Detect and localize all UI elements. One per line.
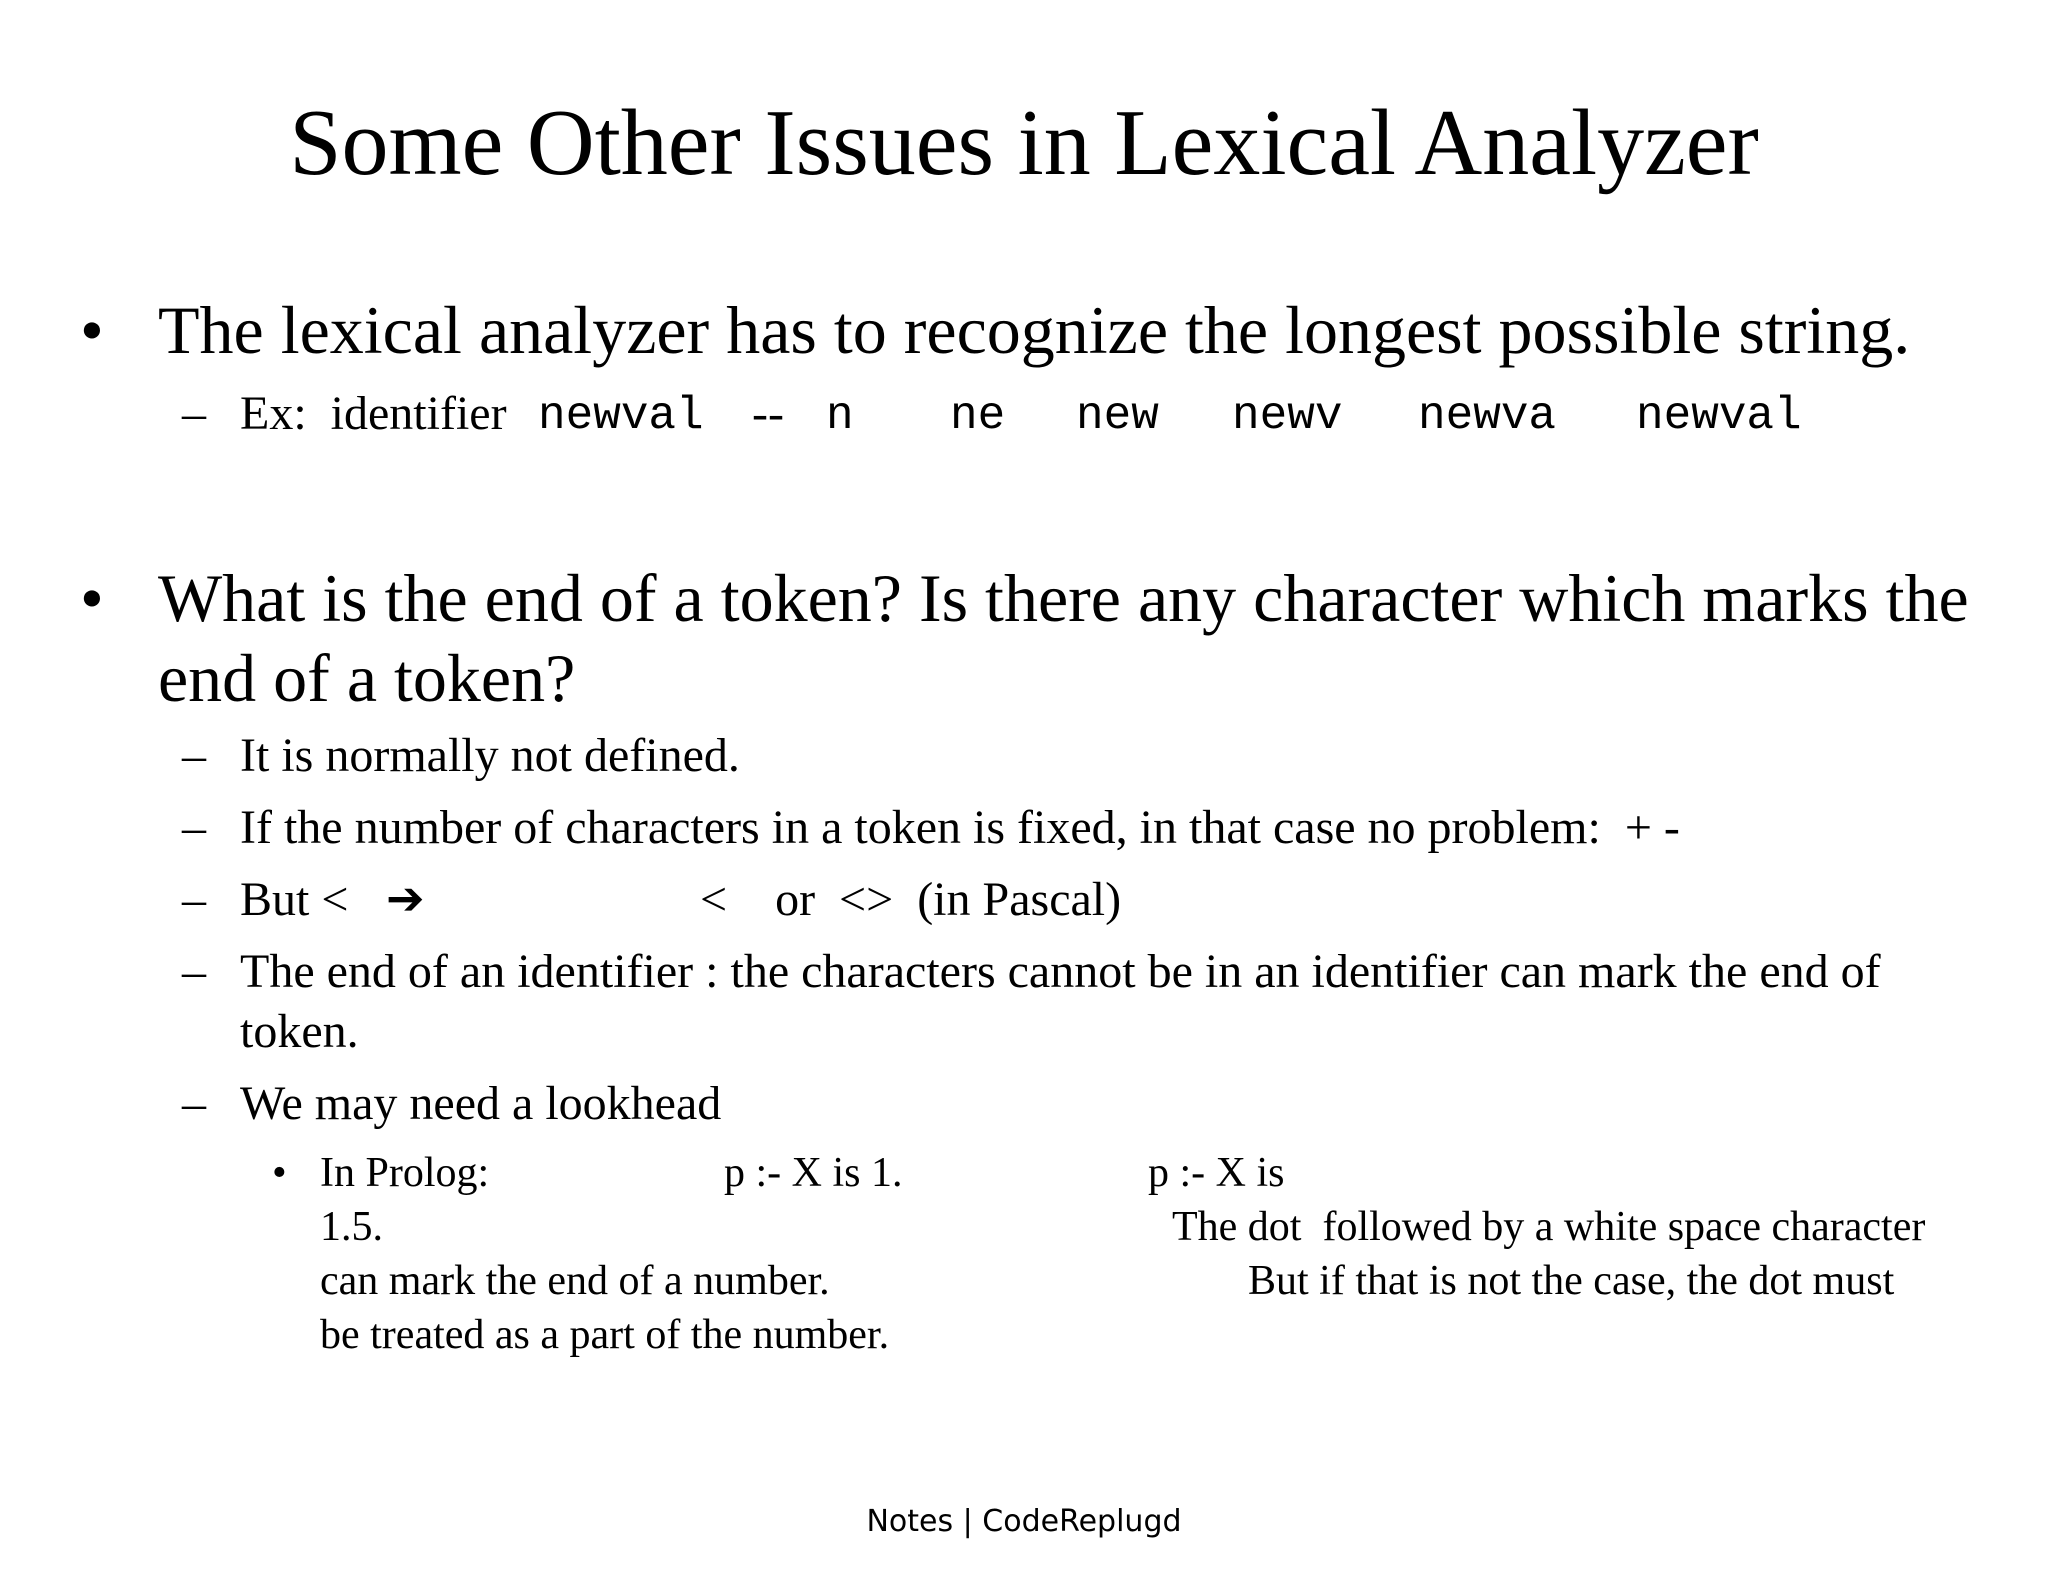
bullet-2-sub-4-line-1: The end of an identifier : the characters cannot be in an identifier can mark the end of [240, 945, 1881, 998]
prefix-new: new [1076, 390, 1159, 442]
bullet-2-sub-3-dash: – [182, 873, 206, 926]
slide-title: Some Other Issues in Lexical Analyzer [289, 91, 1759, 195]
bullet-2-sub-4-dash: – [182, 945, 206, 998]
bullet-2-sub-3-options: < or <> (in Pascal) [700, 873, 1122, 926]
prolog-line-3-right: But if that is not the case, the dot must [1248, 1258, 1895, 1304]
arrow-right-icon: ➔ [386, 871, 425, 925]
prolog-label: In Prolog: [320, 1150, 490, 1196]
prolog-example-1: p :- X is 1. [724, 1150, 903, 1196]
bullet-2-sub-2: If the number of characters in a token is fixed, in that case no problem: + - [240, 801, 1680, 854]
bullet-1-text: The lexical analyzer has to recognize the longest possible string. [158, 292, 1911, 368]
prolog-line-4: be treated as a part of the number. [320, 1312, 890, 1358]
bullet-1-sub-1-dash: – [182, 387, 206, 440]
bullet-1-marker: • [80, 292, 104, 368]
prefix-n: n [826, 390, 854, 442]
prefix-newval: newval [1636, 390, 1802, 442]
prolog-line-3-left: can mark the end of a number. [320, 1258, 830, 1304]
bullet-2-sub-5: We may need a lookhead [240, 1077, 722, 1130]
prefix-newv: newv [1232, 390, 1343, 442]
bullet-2-sub-4-line-2: token. [240, 1005, 359, 1058]
prefix-ne: ne [950, 390, 1006, 442]
prolog-line-2-left: 1.5. [320, 1204, 383, 1250]
bullet-1-sub-1-label: Ex: identifier [240, 387, 507, 440]
bullet-2-sub-1: It is normally not defined. [240, 729, 740, 782]
separator: -- [752, 387, 784, 440]
prolog-line-2-right: The dot followed by a white space character [1172, 1204, 1926, 1250]
code-word-newval: newval [538, 390, 704, 442]
prolog-example-2: p :- X is [1148, 1150, 1285, 1196]
bullet-2-sub-5-dash: – [182, 1077, 206, 1130]
prolog-bullet-marker: • [272, 1150, 287, 1196]
bullet-2-sub-2-dash: – [182, 801, 206, 854]
bullet-2-line-1: What is the end of a token? Is there any character which marks the [158, 560, 1969, 636]
bullet-2-line-2: end of a token? [158, 640, 576, 716]
bullet-2-sub-1-dash: – [182, 729, 206, 782]
bullet-2-sub-3-prefix: But < [240, 873, 349, 926]
footer-watermark: Notes | CodeReplugd [866, 1504, 1182, 1539]
bullet-2-marker: • [80, 560, 104, 636]
prefix-newva: newva [1418, 390, 1557, 442]
